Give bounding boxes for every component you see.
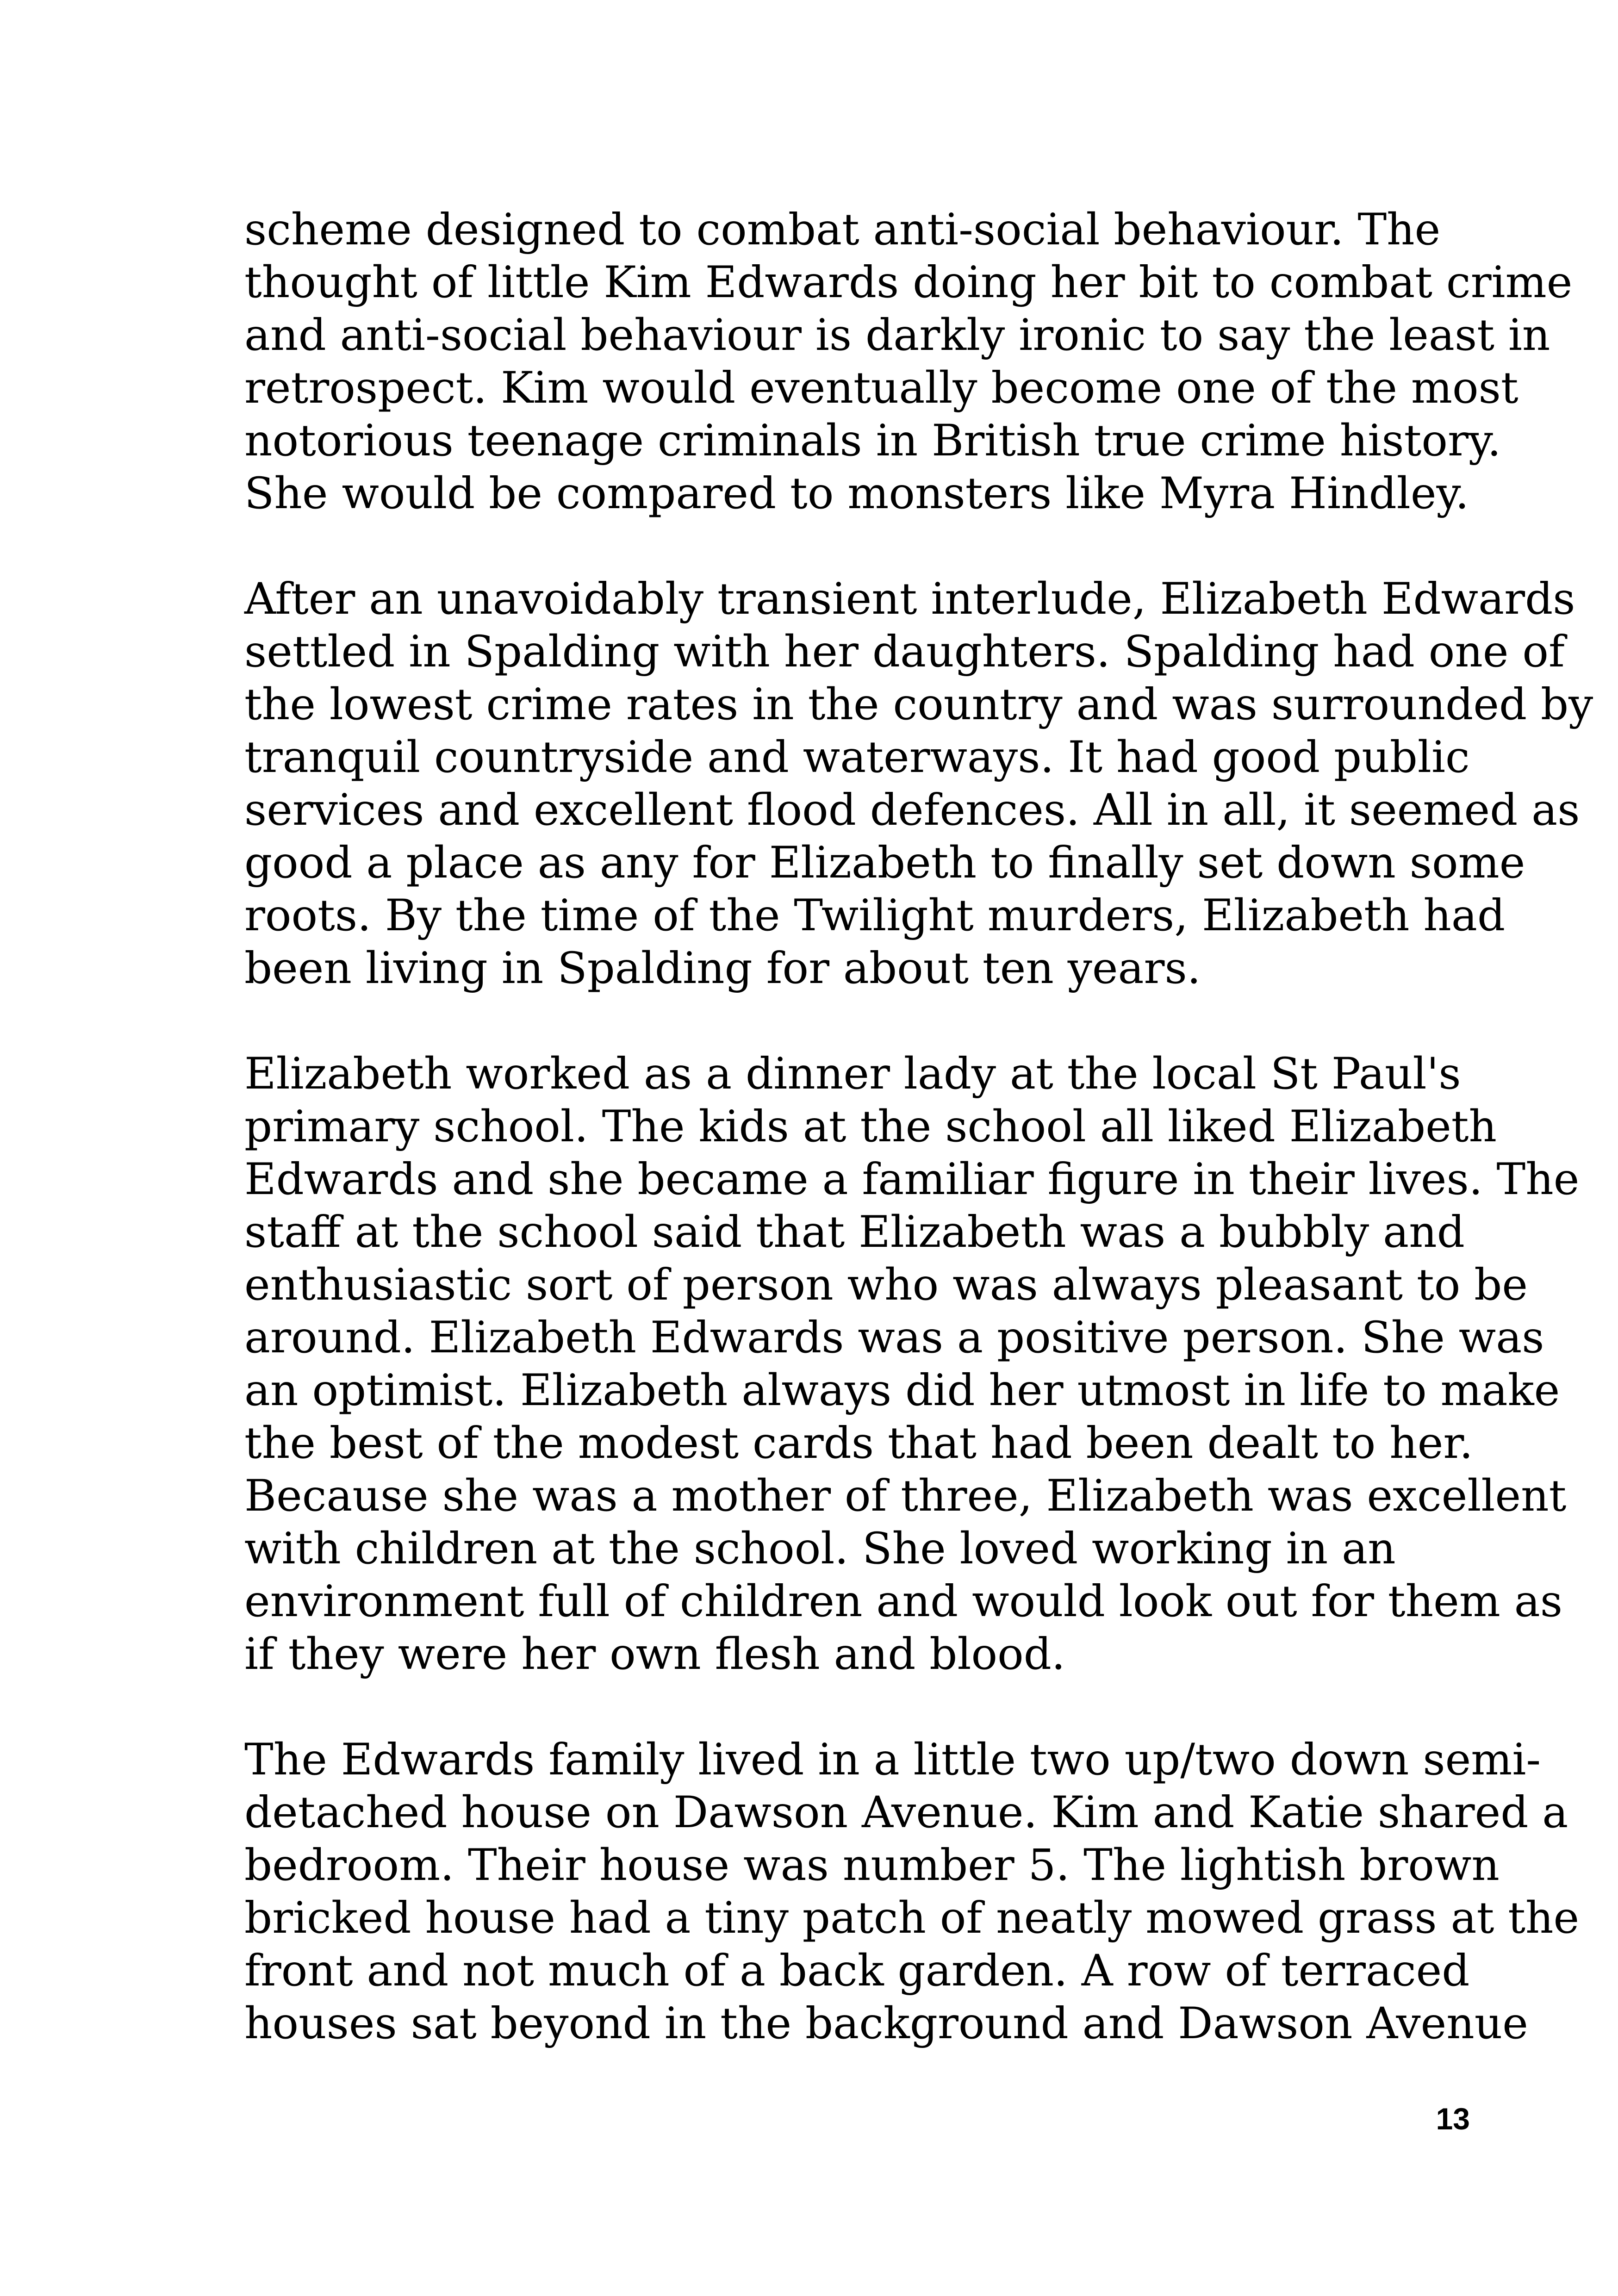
text-line: the best of the modest cards that had been dealt to her. [244, 1418, 1473, 1468]
text-line: the lowest crime rates in the country and was surrounded by [244, 679, 1593, 730]
text-line: an optimist. Elizabeth always did her utmost in life to make [244, 1365, 1560, 1416]
text-line: if they were her own flesh and blood. [244, 1629, 1065, 1680]
text-line: settled in Spalding with her daughters. Spalding had one of [244, 627, 1565, 677]
text-line: tranquil countryside and waterways. It had good public [244, 732, 1470, 783]
text-line: bricked house had a tiny patch of neatly mowed grass at the [244, 1893, 1580, 1943]
text-line: environment full of children and would look out for them as [244, 1576, 1563, 1627]
paragraph-2 [244, 573, 1593, 995]
page-number: 13 [1436, 2102, 1470, 2136]
text-line: enthusiastic sort of person who was always pleasant to be [244, 1260, 1528, 1310]
text-line: front and not much of a back garden. A row of terraced [244, 1946, 1470, 1996]
text-line: After an unavoidably transient interlude, Elizabeth Edwards [244, 574, 1575, 624]
text-line: scheme designed to combat anti-social behaviour. The [244, 205, 1441, 255]
text-line: around. Elizabeth Edwards was a positive person. She was [244, 1313, 1544, 1363]
text-line: services and excellent flood defences. All in all, it seemed as [244, 785, 1580, 835]
text-line: detached house on Dawson Avenue. Kim and Katie shared a [244, 1787, 1568, 1838]
text-line: and anti-social behaviour is darkly ironic to say the least in [244, 310, 1550, 361]
text-line: notorious teenage criminals in British true crime history. [244, 416, 1501, 466]
text-line: staff at the school said that Elizabeth was a bubbly and [244, 1207, 1465, 1257]
text-line: She would be compared to monsters like Myra Hindley. [244, 468, 1469, 519]
text-line: Elizabeth worked as a dinner lady at the local St Paul's [244, 1049, 1461, 1099]
text-line: thought of little Kim Edwards doing her bit to combat crime [244, 257, 1573, 308]
text-line: roots. By the time of the Twilight murders, Elizabeth had [244, 890, 1506, 941]
text-line: good a place as any for Elizabeth to finally set down some [244, 838, 1525, 888]
text-line: Edwards and she became a familiar figure in their lives. The [244, 1154, 1580, 1205]
paragraph-1 [244, 204, 1573, 520]
text-line: houses sat beyond in the background and Dawson Avenue [244, 1998, 1528, 2049]
text-line: with children at the school. She loved working in an [244, 1524, 1396, 1574]
text-line: primary school. The kids at the school all liked Elizabeth [244, 1101, 1497, 1152]
text-line: bedroom. Their house was number 5. The lightish brown [244, 1840, 1500, 1891]
body-text [244, 204, 1593, 2103]
text-line: been living in Spalding for about ten years. [244, 943, 1201, 994]
text-line: The Edwards family lived in a little two up/two down semi- [244, 1735, 1541, 1785]
text-line: Because she was a mother of three, Elizabeth was excellent [244, 1471, 1567, 1521]
text-line: retrospect. Kim would eventually become one of the most [244, 363, 1518, 413]
paragraph-4 [244, 1734, 1580, 2050]
paragraph-3 [244, 1048, 1580, 1681]
